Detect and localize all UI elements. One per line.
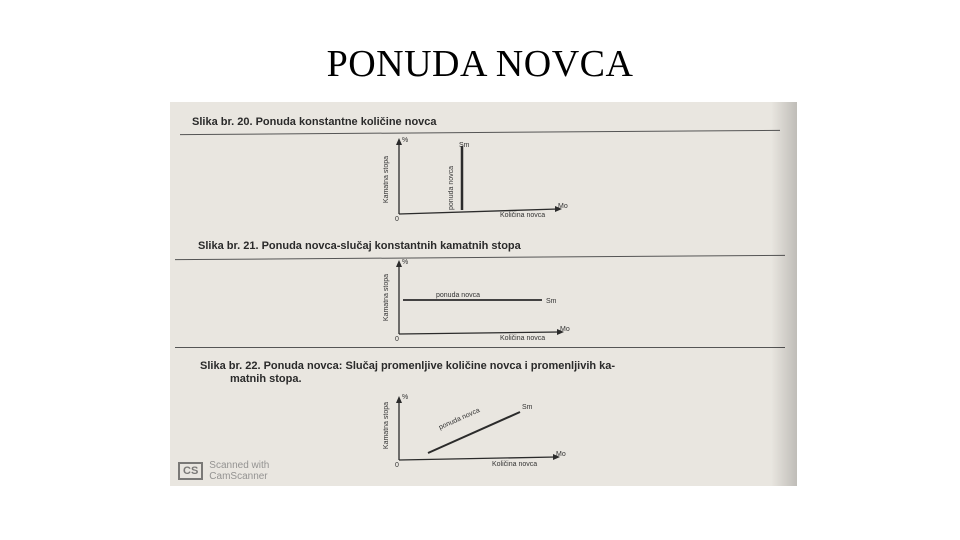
figure-21-x-label: Količina novca <box>500 335 546 342</box>
page-edge-shadow <box>771 102 797 486</box>
figure-22-caption-line1: Slika br. 22. Ponuda novca: Slučaj promenljive količine novca i promenljivih ka- <box>200 360 616 372</box>
figure-20-x-end: Mo <box>558 203 568 210</box>
figure-22-y-label: Kamatna stopa <box>383 402 390 450</box>
slide-title: PONUDA NOVCA <box>326 43 634 85</box>
figure-21-origin: 0 <box>395 336 399 343</box>
graphs-svg <box>170 102 797 486</box>
figure-21-y-label: Kamatna stopa <box>383 274 390 322</box>
figure-20-y-label: Kamatna stopa <box>383 156 390 204</box>
figure-21-y-end: % <box>402 259 409 266</box>
figure-21-curve-label: Sm <box>546 298 557 305</box>
figure-20-origin: 0 <box>395 216 399 223</box>
figure-20-y-end: % <box>402 137 409 144</box>
camscanner-watermark <box>178 460 269 482</box>
figure-22-origin: 0 <box>395 462 399 469</box>
figure-21-curve-text: ponuda novca <box>436 292 480 299</box>
figure-21-x-end: Mo <box>560 326 570 333</box>
watermark-line1: Scanned with <box>209 460 270 471</box>
watermark-line2: CamScanner <box>209 471 268 482</box>
figure-22-x-end: Mo <box>556 451 566 458</box>
figure-20-x-label: Količina novca <box>500 212 546 219</box>
figure-22-curve-label: Sm <box>522 404 533 411</box>
cs-logo-icon: CS <box>178 462 203 480</box>
figure-22-x-axis <box>399 457 556 460</box>
figure-22-x-label: Količina novca <box>492 461 538 468</box>
figure-21-caption: Slika br. 21. Ponuda novca-slučaj konstantnih kamatnih stopa <box>198 240 521 252</box>
scanned-textbook-page <box>170 102 797 486</box>
figure-22-supply-line <box>428 412 520 453</box>
figure-20-curve-text: ponuda novca <box>448 166 455 210</box>
figure-22-caption-line2: matnih stopa. <box>230 373 302 385</box>
figure-22-curve-text: ponuda novca <box>438 407 482 432</box>
figure-20-curve-label: Sm <box>459 142 470 149</box>
figure-20-caption: Slika br. 20. Ponuda konstantne količine novca <box>192 116 437 128</box>
figure-22-y-end: % <box>402 394 409 401</box>
figure-21-x-axis <box>399 332 560 334</box>
